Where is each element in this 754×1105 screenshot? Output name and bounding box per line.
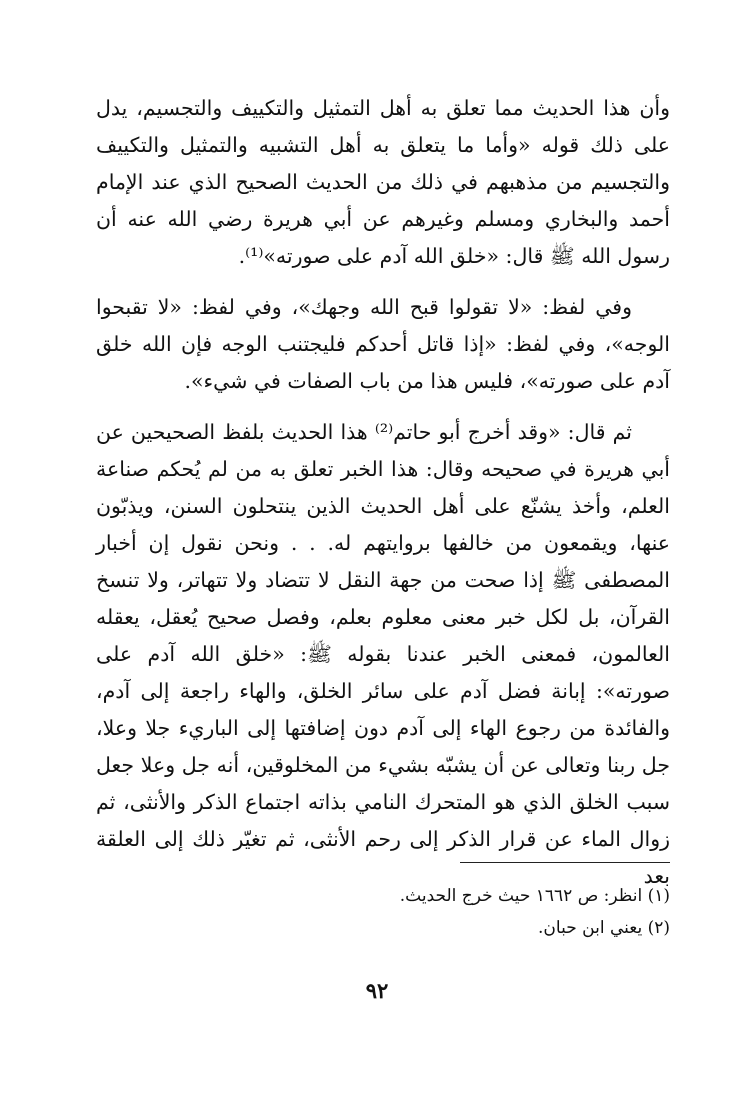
footnote-1: (١) انظر: ص ١٦٦٢ حيث خرج الحديث. <box>399 886 670 906</box>
footnotes-section <box>96 880 670 944</box>
body-paragraph-3: ثم قال: «وقد أخرج أبو حاتم⁽²⁾ هذا الحديث بلفظ الصحيحين عن أبي هريرة في صحيحه وقال: هذا الخبر تعلق به من لم يُحكم صناعة العلم، وأخذ يشنّع على أهل الحديث الذين ينتحلون السنن، ويذبّون عنها، ويقمعون من خالفها بروايتهم له. . . ونحن نقول إن أخبار المصطفى ﷺ إذا صحت من جهة النقل لا تتضاد ولا تتهاتر، ولا تنسخ القرآن، بل لكل خبر معنى معلوم بعلم، وفصل صحيح يُعقل، يعقله العالمون، فمعنى الخبر عندنا بقوله ﷺ: «خلق الله آدم على صورته»: إبانة فضل آدم على سائر الخلق، والهاء راجعة إلى آدم، والفائدة من رجوع الهاء إلى آدم دون إضافتها إلى الباريء جلا وعلا، جل ربنا وتعالى عن أن يشبّه بشيء من المخلوقين، أنه جل وعلا جعل سبب الخلق الذي هو المتحرك النامي بذاته اجتماع الذكر والأنثى، ثم زوال الماء عن قرار الذكر إلى رحم الأنثى، ثم تغيّر ذلك إلى العلقة بعد <box>96 420 670 888</box>
footnote-2: (٢) يعني ابن حبان. <box>538 918 670 938</box>
body-paragraph-1: وأن هذا الحديث مما تعلق به أهل التمثيل والتكييف والتجسيم، يدل على ذلك قوله «وأما ما يتعلق به أهل التشبيه والتمثيل والتكييف والتجسيم من مذهبهم في ذلك من الحديث الصحيح الذي عند الإمام أحمد والبخاري ومسلم وغيرهم عن أبي هريرة رضي الله عنه أن رسول الله ﷺ قال: «خلق الله آدم على صورته»⁽¹⁾. <box>96 96 670 268</box>
main-text-body <box>96 90 670 909</box>
body-paragraph-2: وفي لفظ: «لا تقولوا قبح الله وجهك»، وفي لفظ: «لا تقبحوا الوجه»، وفي لفظ: «إذا قاتل أحدكم فليجتنب الوجه فإن الله خلق آدم على صورته»، فليس هذا من باب الصفات في شيء». <box>96 295 670 393</box>
footnote-separator <box>460 862 670 863</box>
page-number: ٩٢ <box>365 978 389 1003</box>
